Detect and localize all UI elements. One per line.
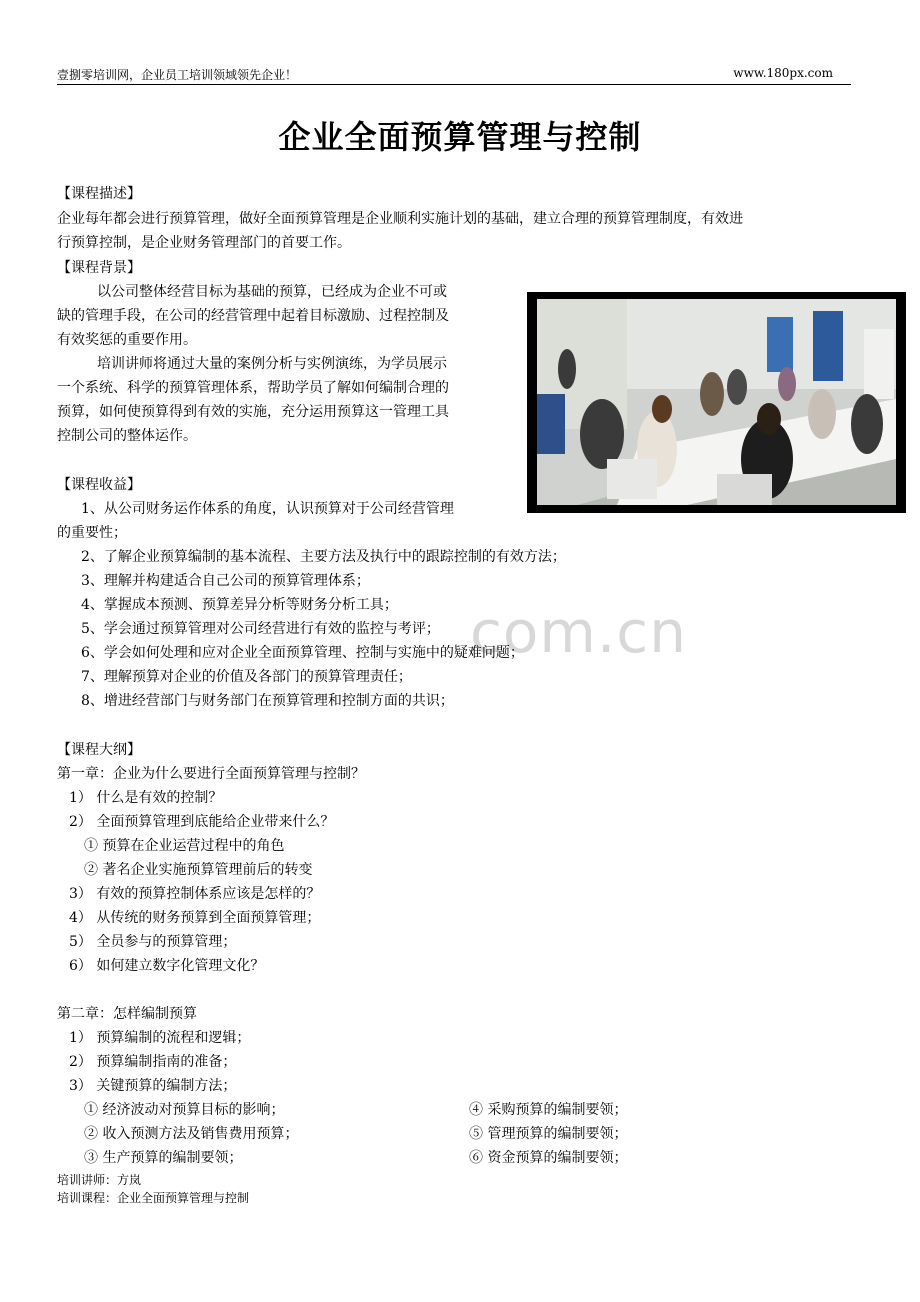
outline-subitem: ② 著名企业实施预算管理前后的转变 [84,862,313,878]
benefits-heading: 【课程收益】 [57,477,141,493]
outline-subitem: ① 经济波动对预算目标的影响； [84,1102,285,1118]
outline-item: 1） 什么是有效的控制？ [69,790,223,806]
background-line: 以公司整体经营目标为基础的预算，已经成为企业不可或 [97,284,447,300]
outline-subitem: ③ 生产预算的编制要领； [84,1150,243,1166]
outline-item: 5） 全员参与的预算管理； [69,934,237,950]
outline-item: 2） 预算编制指南的准备； [69,1054,237,1070]
background-line: 控制公司的整体运作。 [57,428,197,444]
classroom-photo [527,292,906,513]
benefit-item: 5、学会通过预算管理对公司经营进行有效的监控与考评； [81,621,440,637]
background-line: 缺的管理手段，在公司的经营管理中起着目标激励、过程控制及 [57,308,449,324]
benefit-item: 7、理解预算对企业的价值及各部门的预算管理责任； [81,669,412,685]
header-website[interactable]: www.180px.com [733,66,833,80]
outline-item: 1） 预算编制的流程和逻辑； [69,1030,251,1046]
classroom-photo-image [537,299,896,505]
benefit-item: 4、掌握成本预测、预算差异分析等财务分析工具； [81,597,398,613]
chapter-title: 第二章：怎样编制预算 [57,1006,197,1022]
outline-item: 3） 关键预算的编制方法； [69,1078,237,1094]
watermark: com.cn [470,598,687,666]
outline-item: 2） 全面预算管理到底能给企业带来什么？ [69,814,335,830]
outline-subitem: ① 预算在企业运营过程中的角色 [84,838,285,854]
outline-subitem: ② 收入预测方法及销售费用预算； [84,1126,299,1142]
header-rule [57,84,851,85]
description-heading: 【课程描述】 [57,186,141,202]
outline-subitem: ⑤ 管理预算的编制要领； [469,1126,628,1142]
outline-item: 6） 如何建立数字化管理文化？ [69,958,265,974]
benefit-item: 3、理解并构建适合自己公司的预算管理体系； [81,573,370,589]
description-line: 企业每年都会进行预算管理，做好全面预算管理是企业顺利实施计划的基础，建立合理的预算管理制度，有效进 [57,211,743,227]
background-line: 预算，如何使预算得到有效的实施，充分运用预算这一管理工具 [57,404,449,420]
benefit-item: 的重要性； [57,525,127,541]
footer-lecturer: 培训讲师：方岚 [57,1173,142,1187]
outline-item: 3） 有效的预算控制体系应该是怎样的？ [69,886,321,902]
background-line: 培训讲师将通过大量的案例分析与实例演练，为学员展示 [97,356,447,372]
outline-subitem: ⑥ 资金预算的编制要领； [469,1150,628,1166]
page-title: 企业全面预算管理与控制 [278,118,642,156]
outline-item: 4） 从传统的财务预算到全面预算管理； [69,910,321,926]
outline-heading: 【课程大纲】 [57,742,141,758]
background-heading: 【课程背景】 [57,260,141,276]
background-line: 有效奖惩的重要作用。 [57,332,197,348]
benefit-item: 8、增进经营部门与财务部门在预算管理和控制方面的共识； [81,693,454,709]
benefit-item: 2、了解企业预算编制的基本流程、主要方法及执行中的跟踪控制的有效方法； [81,549,566,565]
benefit-item: 6、学会如何处理和应对企业全面预算管理、控制与实施中的疑难问题； [81,645,524,661]
benefit-item: 1、从公司财务运作体系的角度，认识预算对于公司经营管理 [81,501,454,517]
background-line: 一个系统、科学的预算管理体系，帮助学员了解如何编制合理的 [57,380,449,396]
footer-course: 培训课程：企业全面预算管理与控制 [57,1191,250,1205]
description-line: 行预算控制，是企业财务管理部门的首要工作。 [57,235,351,251]
header-slogan: 壹捌零培训网，企业员工培训领域领先企业！ [57,68,298,82]
outline-subitem: ④ 采购预算的编制要领； [469,1102,628,1118]
chapter-title: 第一章：企业为什么要进行全面预算管理与控制？ [57,766,365,782]
